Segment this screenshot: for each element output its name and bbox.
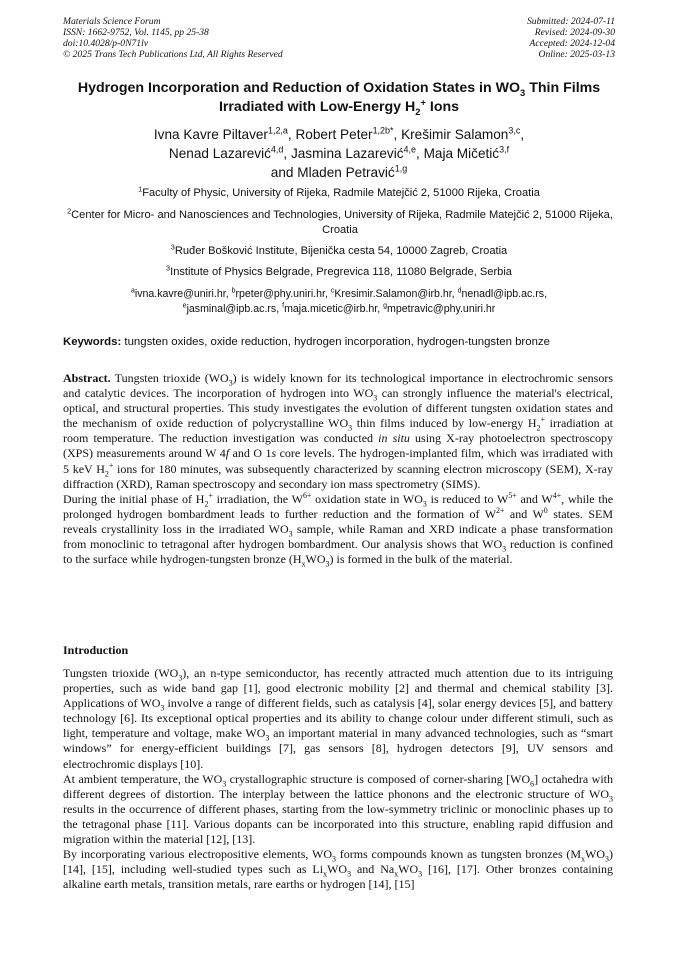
email[interactable]: $^b$rpeter@phy.uniri.hr,: [231, 287, 331, 300]
email[interactable]: $^f$maja.micetic@irb.hr,: [282, 301, 384, 315]
journal-name: Materials Science Forum: [63, 16, 161, 27]
email[interactable]: $^d$nenadl@ipb.ac.rs,: [457, 287, 548, 300]
author: Krešimir Salamon$^{3,c}$,: [401, 125, 525, 142]
abstract: [63, 371, 613, 567]
online-date: Online: 2025-03-13: [538, 49, 615, 60]
author: Robert Peter$^{1,2b*}$,: [295, 125, 402, 142]
introduction-paragraph: By incorporating various electropositive elements, $WO_3$ forms compounds known as tungsten bronzes $(M_xWO_3)$ [14], [15], including well-studied types such as $Li_xWO_3$ and $Na_xWO_3$ [16], [17]. Other bronzes containing alkaline earth metals, transition metals, rare earths or hydrogen [14], [15]: [63, 847, 613, 892]
author: and Mladen Petravić$^{1,g}$: [270, 163, 408, 180]
affiliation: $^1$Faculty of Physic, University of Rijeka, Radmile Matejčić 2, 51000 Rijeka, Croatia: [138, 184, 540, 199]
affiliation: $^2$Center for Micro- and Nanosciences and Technologies, University of Rijeka, Radmile Matejčić 2, 51000 Rijeka, Croatia: [67, 206, 613, 236]
dates-header: [527, 16, 615, 60]
abstract-paragraph: During the initial phase of $H_2^+$ irradiation, the $W^{6+}$ oxidation state in $WO_3$ is reduced to $W^{5+}$ and $W^{4+}$, while the prolonged hydrogen bombardment leads to further reduction and the formation of $W^{2+}$ and $W^0$ states. SEM reveals crystallinity loss in the irradiated $WO_3$ sample, while Raman and XRD indicate a phase transformation from monoclinic to tetragonal after hydrogen bombardment. Our analysis shows that $WO_3$ reduction is confined to the surface while hydrogen-tungsten bronze $(H_xWO_3)$ is formed in the bulk of the material.: [63, 490, 614, 569]
keywords-label: Keywords:: [63, 336, 122, 348]
email[interactable]: $^c$Kresimir.Salamon@irb.hr,: [330, 287, 458, 300]
email[interactable]: $^e$jasminal@ipb.ac.rs,: [182, 301, 283, 315]
email[interactable]: $^a$ivna.kavre@uniri.hr,: [130, 287, 232, 300]
introduction-body: [63, 666, 613, 892]
author: Maja Mičetić$^{3,f}$: [423, 144, 510, 161]
journal-copyright: © 2025 Trans Tech Publications Ltd, All Rights Reserved: [63, 49, 283, 60]
journal-issn: ISSN: 1662-9752, Vol. 1145, pp 25-38: [63, 27, 209, 38]
journal-header: [63, 16, 283, 60]
paper-title: Hydrogen Incorporation and Reduction of Oxidation States in $WO_3$ Thin Films Irradiated with Low-Energy $H_2^+$ Ions: [77, 80, 601, 117]
accepted-date: Accepted: 2024-12-04: [529, 38, 615, 49]
keywords: [63, 335, 623, 349]
author: Nenad Lazarević$^{4,d}$,: [168, 144, 291, 161]
introduction-paragraph: Tungsten trioxide $(WO_3)$, an n-type semiconductor, has recently attracted much attention due to its intriguing properties, such as wide band gap [1], good electronic mobility [2] and thermal and chemical stability [3]. Applications of $WO_3$ involve a range of different fields, such as catalysis [4], solar energy devices [5], and battery technology [6]. Its exceptional optical properties and its ability to change colour under different stimuli, such as light, temperature and voltage, make $WO_3$ an important material in many advanced technologies, such as “smart windows” for energy-efficient buildings [7], gas sensors [8], hydrogen detectors [9], UV sensors and electrochromic displays [10].: [63, 666, 613, 771]
author: Jasmina Lazarević$^{4,e}$,: [290, 144, 424, 161]
abstract-paragraph: Abstract. Tungsten trioxide $(WO_3)$ is widely known for its technological importance in electrochromic sensors and catalytic devices. The incorporation of hydrogen into $WO_3$ can strongly influence the material's electrical, optical, and structural properties. This study investigates the evolution of different tungsten oxidation states and the mechanism of oxide reduction of polycrystalline $WO_3$ thin films induced by low-energy $H_2^+$ irradiation at room temperature. The reduction investigation was conducted in situ using X-ray photoelectron spectroscopy (XPS) measurements around W 4f and O 1s core levels. The hydrogen-implanted film, which was irradiated with 5 keV $H_2^+$ ions for 180 minutes, was subsequently characterized by scanning electron microscopy (SEM), X-ray diffraction (XRD), Raman spectroscopy and secondary ion mass spectrometry (SIMS).: [63, 371, 613, 491]
email[interactable]: $^g$mpetravic@phy.uniri.hr: [383, 301, 496, 315]
revised-date: Revised: 2024-09-30: [534, 27, 615, 38]
email-list: [62, 287, 616, 316]
section-heading-introduction: Introduction: [63, 643, 129, 657]
author: Ivna Kavre Piltaver$^{1,2,a}$,: [153, 125, 296, 142]
journal-doi: doi:10.4028/p-0N71lv: [63, 38, 149, 49]
introduction-paragraph: At ambient temperature, the $WO_3$ crystallographic structure is composed of corner-sharing $[WO_6]$ octahedra with different degrees of distortion. The interplay between the lattice phonons and the electronic structure of $WO_3$ results in the occurrence of different phases, starting from the low-symmetry triclinic or monoclinic phases up to the tetragonal phase [11]. Various dopants can be incorporated into this structure, enabling rapid diffusion and migration within the material [12], [13].: [63, 771, 614, 847]
affiliation: $^3$Ruđer Bošković Institute, Bijenička cesta 54, 10000 Zagreb, Croatia: [170, 242, 508, 257]
abstract-label: Abstract.: [63, 371, 111, 385]
author-list: [60, 125, 618, 182]
affiliation: $^3$Institute of Physics Belgrade, Pregrevica 118, 11080 Belgrade, Serbia: [166, 263, 512, 278]
keywords-text: tungsten oxides, oxide reduction, hydrogen incorporation, hydrogen-tungsten bronze: [121, 336, 550, 348]
submitted-date: Submitted: 2024-07-11: [526, 16, 615, 27]
